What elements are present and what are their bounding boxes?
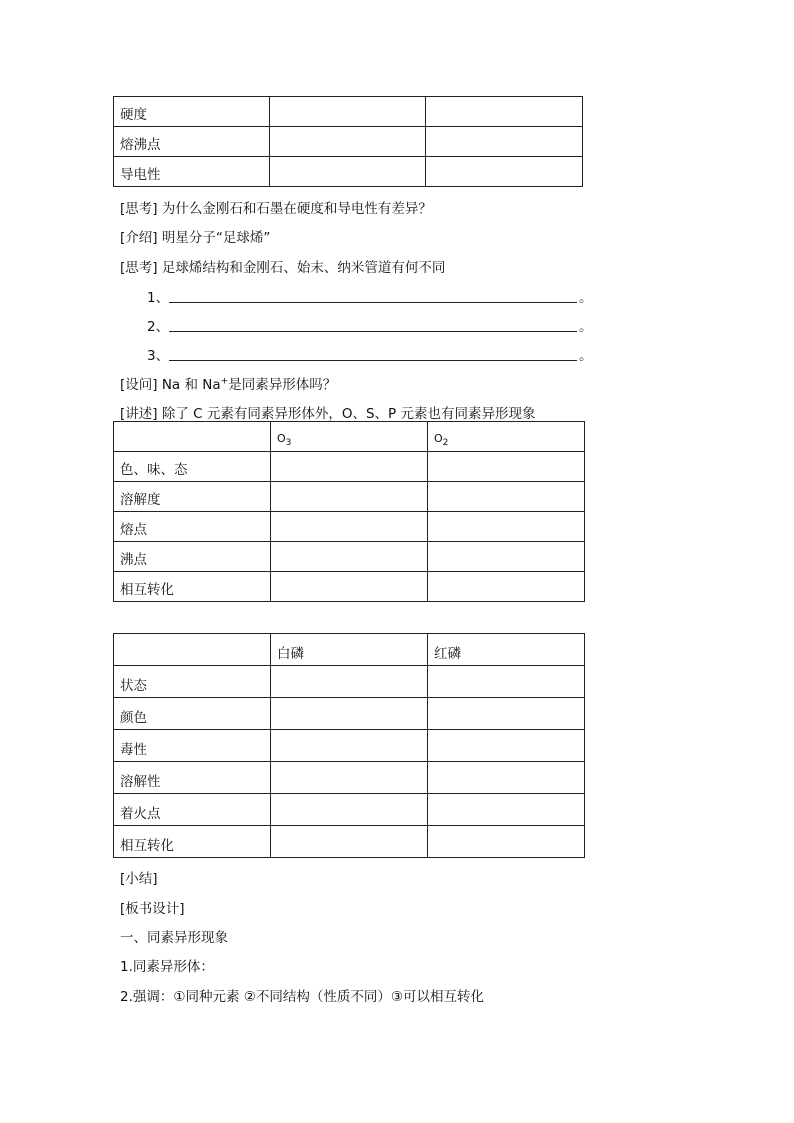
blank-number: 2、 [147, 319, 170, 335]
row-label: 溶解性 [114, 762, 271, 794]
table-cell [271, 698, 428, 730]
blank-end-mark: 。 [579, 348, 593, 364]
table-cell [428, 482, 585, 512]
header-o2: $O_2$ [428, 422, 585, 452]
table-cell [426, 97, 583, 127]
answer-blank-3[interactable] [147, 344, 593, 364]
point-2: 2.强调：①同种元素 ②不同结构（性质不同）③可以相互转化 [120, 989, 484, 1005]
table-row [114, 97, 583, 127]
table-row [114, 512, 585, 542]
table-cell [271, 542, 428, 572]
table-cell [271, 572, 428, 602]
table-cell [428, 698, 585, 730]
blank-line[interactable] [169, 302, 577, 303]
point-1: 1.同素异形体： [120, 959, 214, 975]
row-label: 着火点 [114, 794, 271, 826]
table-cell [271, 730, 428, 762]
blank-line[interactable] [169, 331, 577, 332]
row-label: 毒性 [114, 730, 271, 762]
table-cell [428, 762, 585, 794]
table-cell [271, 452, 428, 482]
table-row [114, 730, 585, 762]
row-label: 色、味、态 [114, 452, 271, 482]
table-cell [270, 157, 426, 187]
table-cell [271, 762, 428, 794]
blank-end-mark: 。 [579, 290, 593, 306]
table-cell [428, 512, 585, 542]
answer-blank-1[interactable] [147, 286, 593, 306]
blank-number: 1、 [147, 290, 170, 306]
question-suffix: 是同素异形体吗？ [228, 377, 337, 393]
row-label: 熔点 [114, 512, 271, 542]
table-cell [428, 826, 585, 858]
table-row [114, 157, 583, 187]
blank-line[interactable] [169, 360, 577, 361]
intro-line: [介绍] 明星分子“足球烯” [120, 230, 271, 246]
table-cell [428, 452, 585, 482]
table-cell [428, 794, 585, 826]
row-label: 颜色 [114, 698, 271, 730]
row-label: 沸点 [114, 542, 271, 572]
table-row [114, 794, 585, 826]
table-header-row [114, 634, 585, 666]
table-cell [271, 512, 428, 542]
table-cell [428, 572, 585, 602]
row-label: 相互转化 [114, 572, 271, 602]
table-properties-carbon [113, 96, 583, 187]
blank-end-mark: 。 [579, 319, 593, 335]
think-question-2: [思考] 足球烯结构和金刚石、始末、纳米管道有何不同 [120, 260, 446, 276]
question-line [120, 373, 336, 393]
summary-heading: [小结] [120, 871, 158, 887]
charge-superscript: + [220, 376, 229, 387]
header-red-phosphorus: 红磷 [428, 634, 585, 666]
table-row [114, 127, 583, 157]
header-o3: $O_3$ [271, 422, 428, 452]
table-header-row [114, 422, 585, 452]
table-row [114, 698, 585, 730]
blank-number: 3、 [147, 348, 170, 364]
table-cell [270, 127, 426, 157]
think-question-1: [思考] 为什么金刚石和石墨在硬度和导电性有差异？ [120, 201, 432, 217]
table-row [114, 482, 585, 512]
table-cell [428, 730, 585, 762]
table-cell [271, 482, 428, 512]
answer-blank-2[interactable] [147, 315, 593, 335]
row-label: 导电性 [114, 157, 270, 187]
row-label: 熔沸点 [114, 127, 270, 157]
header-empty-cell [114, 634, 271, 666]
header-white-phosphorus: 白磷 [271, 634, 428, 666]
table-cell [428, 542, 585, 572]
section-heading: 一、同素异形现象 [120, 930, 228, 946]
table-cell [270, 97, 426, 127]
table-row [114, 572, 585, 602]
row-label: 状态 [114, 666, 271, 698]
table-phosphorus-allotropes [113, 633, 585, 858]
table-row [114, 452, 585, 482]
table-cell [426, 127, 583, 157]
header-empty-cell [114, 422, 271, 452]
lecture-line: [讲述] 除了 C 元素有同素异形体外，O、S、P 元素也有同素异形现象 [120, 406, 536, 422]
table-row [114, 826, 585, 858]
row-label: 相互转化 [114, 826, 271, 858]
table-cell [271, 666, 428, 698]
table-cell [426, 157, 583, 187]
question-prefix: [设问] Na 和 Na [120, 377, 221, 393]
row-label: 硬度 [114, 97, 270, 127]
table-row [114, 542, 585, 572]
table-cell [271, 826, 428, 858]
board-design-heading: [板书设计] [120, 901, 185, 917]
table-row [114, 762, 585, 794]
table-row [114, 666, 585, 698]
row-label: 溶解度 [114, 482, 271, 512]
table-oxygen-allotropes [113, 421, 585, 602]
table-cell [428, 666, 585, 698]
table-cell [271, 794, 428, 826]
